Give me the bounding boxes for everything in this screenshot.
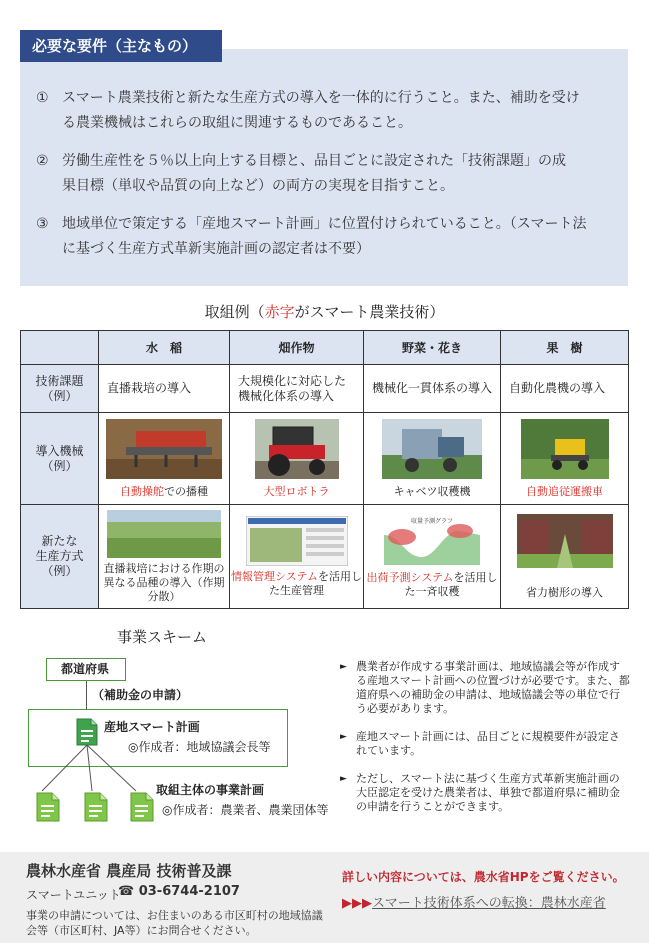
method-rice: [99, 505, 230, 609]
footer-phone: ☎ 03-6744-2107: [118, 884, 240, 899]
machine-vegetables: [364, 413, 501, 505]
harvest-forecast-graph: [380, 515, 484, 569]
cabbage-harvester-photo: [382, 419, 482, 479]
entity-author: ◎作成者：農業者、農業団体等: [162, 803, 329, 817]
seeder-photo: [106, 419, 222, 479]
robot-tractor-photo: [255, 419, 339, 479]
machine-fruit-trees-label: 自動追従運搬車: [526, 484, 603, 498]
document-icon: [130, 792, 154, 822]
method-vegetables-label: 出荷予測システムを活用した一斉収穫: [366, 570, 498, 598]
subsidy-label: （補助金の申請）: [92, 688, 189, 702]
auto-follow-carrier-photo: [521, 419, 609, 479]
method-rice-label: 直播栽培における作期の異なる品種の導入（作期分散）: [103, 561, 225, 603]
method-vegetables: [364, 505, 501, 609]
maff-hp-link[interactable]: スマート技術体系への転換：農林水産省: [372, 896, 606, 911]
row-head-task: 技術課題 （例）: [21, 365, 99, 413]
method-fruit-trees: [501, 505, 629, 609]
header-empty: [21, 331, 99, 365]
scheme-title: 事業スキーム: [117, 628, 208, 646]
scheme-notes: [340, 660, 630, 828]
footer-org: 農林水産省 農産局 技術普及課: [26, 862, 232, 880]
scheme-note-3: ► ただし、スマート法に基づく生産方式革新実施計画の大臣認定を受けた農業者は、単独で都道府県に補助金の申請を行うことができます。: [340, 772, 630, 814]
requirement-2-line1: 労働生産性を５％以上向上する目標と、品目ごとに設定された「技術課題」の成: [62, 153, 566, 169]
link-arrows: ▶▶▶: [342, 896, 372, 911]
requirement-item-3: ③ 地域単位で策定する「産地スマート計画」に位置付けられていること。（スマート法 に基づく生産方式革新実施計画の認定者は不要）: [36, 212, 616, 262]
info-system-screenshot: [246, 516, 348, 566]
footer-detail: 詳しい内容については、農水省HPをご覧ください。: [342, 870, 625, 884]
document-icon: [36, 792, 60, 822]
examples-title: 取組例（赤字がスマート農業技術）: [204, 303, 445, 321]
table-header-row: [21, 331, 629, 365]
footer-inquiry: 事業の申請については、お住まいのある市区町村の地域協議会等（市区町村、JA等）にお問合せください。: [26, 909, 323, 937]
task-fruit-trees: 自動化農機の導入: [501, 365, 629, 413]
row-head-method: 新たな 生産方式 （例）: [21, 505, 99, 609]
requirement-1-line2: る農業機械はこれらの取組に関連するものであること。: [62, 115, 412, 131]
machine-rice-label: 自動操舵での播種: [120, 484, 208, 498]
table-row-tasks: [21, 365, 629, 413]
tree-connectors: [30, 745, 140, 795]
row-head-machine: 導入機械 （例）: [21, 413, 99, 505]
plan-title: 産地スマート計画: [104, 720, 200, 734]
header-vegetables: 野菜・花き: [364, 331, 501, 365]
task-rice: 直播栽培の導入: [99, 365, 230, 413]
machine-fruit-trees: [501, 413, 629, 505]
machine-field-crops: [230, 413, 364, 505]
orchard-photo: [517, 514, 613, 568]
scheme-note-1: ► 農業者が作成する事業計画は、地域協議会等が作成する産地スマート計画への位置づけが必要です。また、都道府県への補助金の申請は、地域協議会等の単位で行う必要があります。: [340, 660, 630, 716]
task-field-crops: 大規模化に対応した機械化体系の導入: [230, 365, 364, 413]
connector-prefecture: [86, 681, 87, 709]
table-row-methods: [21, 505, 629, 609]
requirement-3-line1: 地域単位で策定する「産地スマート計画」に位置付けられていること。（スマート法: [62, 216, 587, 232]
method-field-crops: [230, 505, 364, 609]
requirement-3-line2: に基づく生産方式革新実施計画の認定者は不要）: [62, 241, 370, 257]
machine-rice: [99, 413, 230, 505]
method-field-crops-label: 情報管理システムを活用した生産管理: [231, 569, 362, 597]
document-icon: [84, 792, 108, 822]
prefecture-box: 都道府県: [46, 658, 126, 681]
header-field-crops: 畑作物: [230, 331, 364, 365]
examples-table: [20, 330, 629, 609]
task-vegetables: 機械化一貫体系の導入: [364, 365, 501, 413]
document-icon: [76, 718, 98, 746]
footer-link-line: [342, 892, 606, 911]
requirements-title: 必要な要件（主なもの）: [20, 30, 222, 62]
plan-author: ◎作成者：地域協議会長等: [128, 740, 271, 754]
table-row-machines: [21, 413, 629, 505]
scheme-note-2: ► 産地スマート計画には、品目ごとに規模要件が設定されています。: [340, 730, 630, 758]
requirement-2-line2: 果目標（単収や品質の向上など）の両方の実現を目指すこと。: [62, 178, 454, 194]
entity-title: 取組主体の事業計画: [156, 783, 265, 797]
header-rice: 水 稲: [99, 331, 230, 365]
requirement-item-2: ② 労働生産性を５％以上向上する目標と、品目ごとに設定された「技術課題」の成 果目標（単収や品質の向上など）の両方の実現を目指すこと。: [36, 149, 616, 199]
rice-field-photo: [107, 510, 221, 558]
requirement-item-1: ① スマート農業技術と新たな生産方式の導入を一体的に行うこと。また、補助を受け る農業機械はこれらの取組に関連するものであること。: [36, 86, 616, 136]
method-fruit-trees-label: 省力樹形の導入: [526, 585, 603, 599]
machine-vegetables-label: キャベツ収穫機: [393, 484, 471, 498]
header-fruit-trees: 果 樹: [501, 331, 629, 365]
requirement-1-line1: スマート農業技術と新たな生産方式の導入を一体的に行うこと。また、補助を受け: [62, 90, 580, 106]
footer-unit: スマートユニット: [26, 888, 121, 902]
machine-field-crops-label: 大型ロボトラ: [263, 484, 330, 498]
graph-caption: 収量予測グラフ: [410, 517, 454, 525]
